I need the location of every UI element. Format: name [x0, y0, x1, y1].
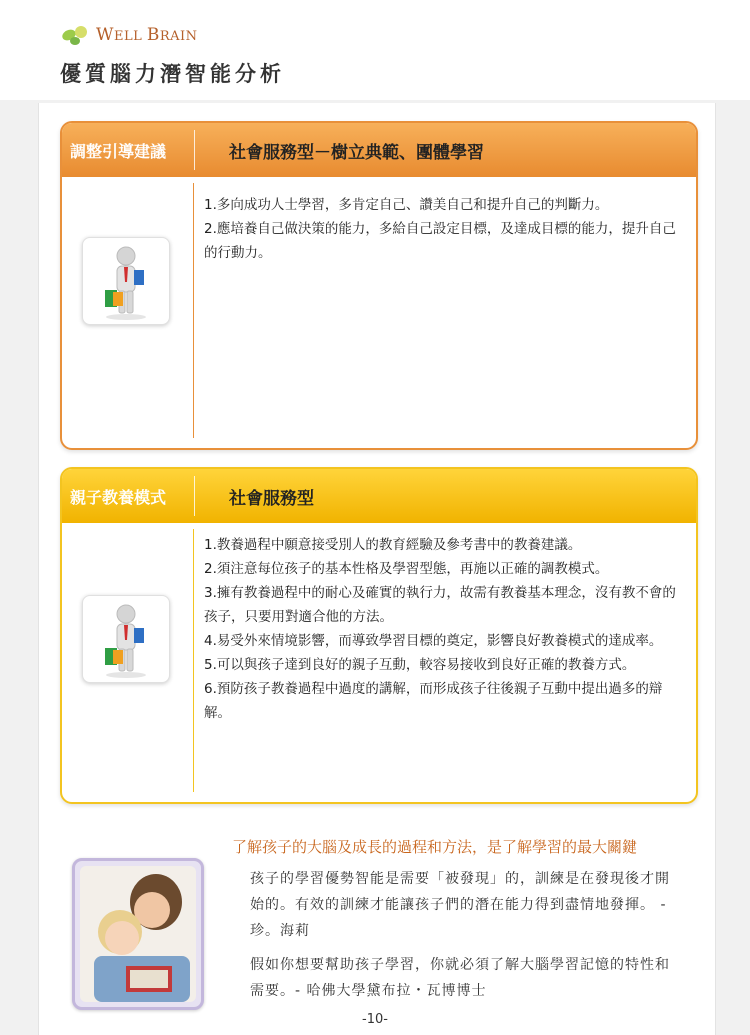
- quote-paragraph: 孩子的學習優勢智能是需要「被發現」的，訓練是在發現後才開始的。有效的訓練才能讓孩子們的潛在能力得到盡情地發揮。 -珍。海莉: [250, 871, 670, 939]
- leaf-icon: [75, 26, 87, 38]
- list-item: 4.易受外來情境影響，而導致學習目標的奠定，影響良好教養模式的達成率。: [204, 633, 663, 649]
- page-title: 優質腦力潛智能分析: [60, 62, 285, 86]
- quote-title: 了解孩子的大腦及成長的過程和方法，是了解學習的最大關鍵: [232, 838, 638, 856]
- quote-paragraph: 假如你想要幫助孩子學習，你就必須了解大腦學習記憶的特性和需要。- 哈佛大學黛布拉・瓦博博士: [250, 957, 670, 999]
- panel-label: 調整引導建議: [70, 141, 167, 161]
- guidance-panel: [60, 121, 698, 450]
- family-reading-photo: [72, 858, 204, 1010]
- page-header: [0, 0, 750, 100]
- quote-body: [250, 866, 670, 1004]
- list-item: 2.須注意每位孩子的基本性格及學習型態，再施以正確的調教模式。: [204, 561, 609, 577]
- column-divider: [193, 529, 194, 792]
- well-brain-logo: [60, 22, 200, 50]
- logo-text: WELL BRAIN: [96, 25, 198, 45]
- guidance-text: [204, 193, 688, 265]
- column-divider: [193, 183, 194, 438]
- panel-headline: 社會服務型－樹立典範、團體學習: [229, 142, 484, 163]
- panel-label: 親子教養模式: [70, 487, 167, 507]
- businessman-shopping-icon: [82, 237, 170, 325]
- list-item: 1.教養過程中願意接受別人的教育經驗及參考書中的教養建議。: [204, 537, 582, 553]
- list-item: 3.擁有教養過程中的耐心及確實的執行力，故需有教養基本理念，沒有教不會的孩子，只要用對適合他的方法。: [204, 585, 676, 625]
- list-item: 2.應培養自己做決策的能力，多給自己設定目標，及達成目標的能力，提升自己的行動力。: [204, 221, 676, 261]
- list-item: 6.預防孩子教養過程中過度的講解，而形成孩子往後親子互動中提出過多的辯解。: [204, 681, 663, 721]
- list-item: 1.多向成功人士學習，多肯定自己、讚美自己和提升自己的判斷力。: [204, 197, 609, 213]
- list-item: 5.可以與孩子達到良好的親子互動，較容易接收到良好正確的教養方式。: [204, 657, 636, 673]
- page-number: -10-: [362, 1012, 388, 1027]
- leaf-icon: [70, 37, 80, 45]
- parenting-text: [204, 533, 688, 725]
- panel-headline: 社會服務型: [229, 488, 314, 509]
- businessman-shopping-icon: [82, 595, 170, 683]
- panel-header-bar: [62, 469, 696, 523]
- parenting-panel: [60, 467, 698, 804]
- panel-header-bar: [62, 123, 696, 177]
